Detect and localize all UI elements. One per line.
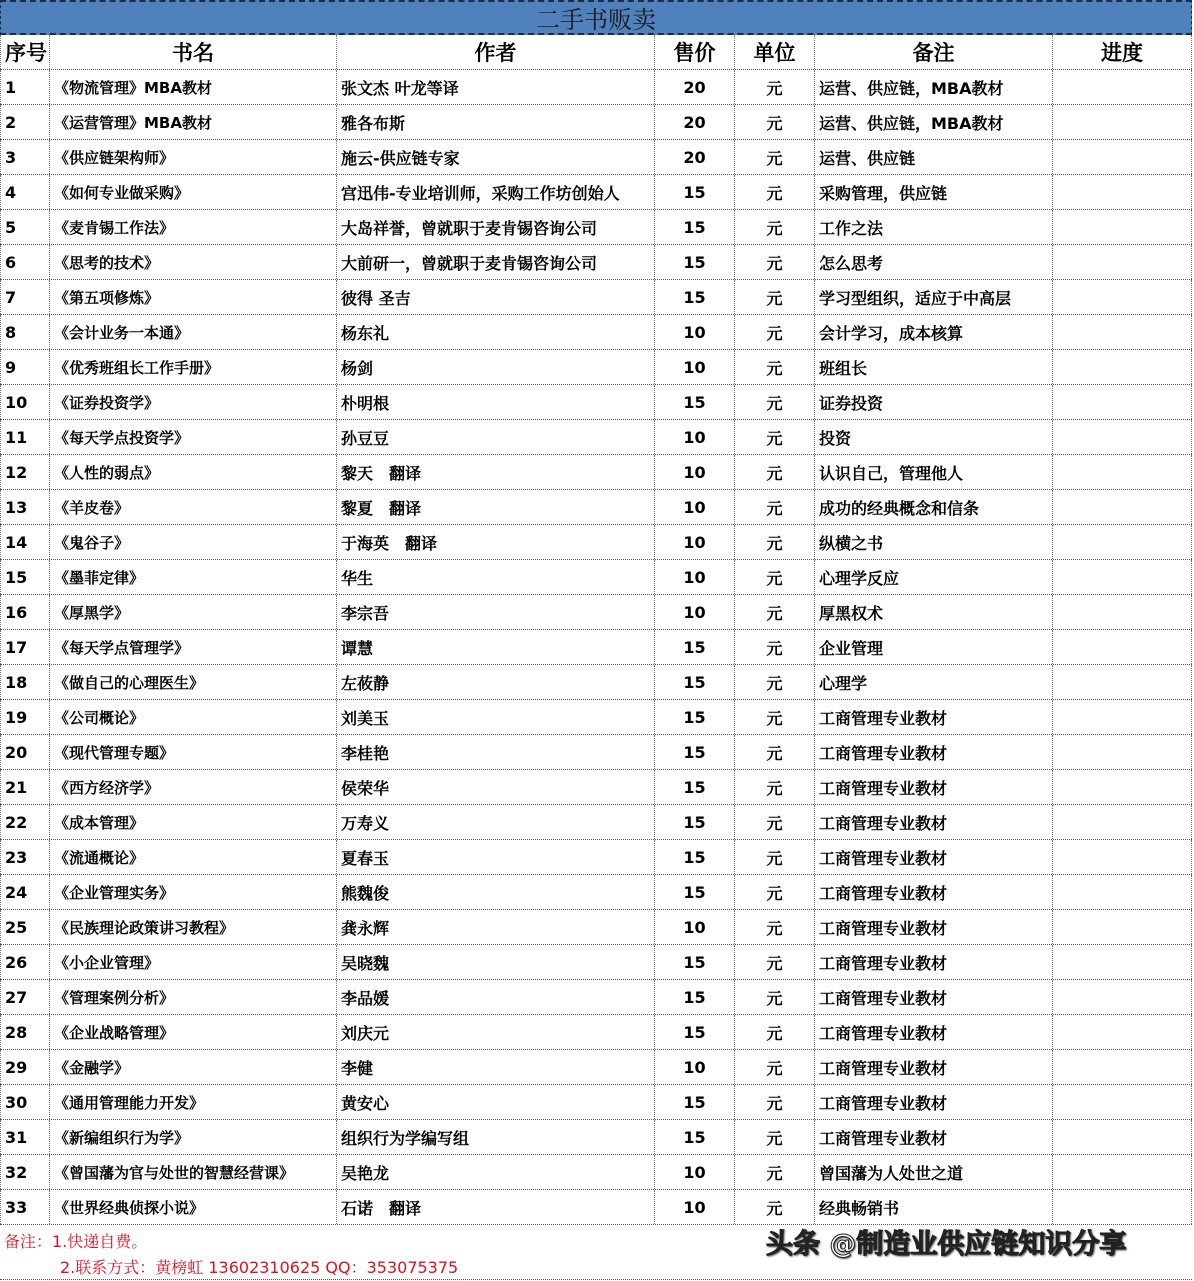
cell-price[interactable]: 15 [655,945,735,979]
cell-price[interactable]: 15 [655,280,735,314]
column-header-index[interactable]: 序号 [0,35,50,69]
cell-price[interactable]: 10 [655,525,735,559]
cell-index[interactable]: 1 [0,70,50,104]
cell-price[interactable]: 15 [655,245,735,279]
cell-author[interactable]: 李品媛 [337,980,655,1014]
cell-title[interactable]: 《证券投资学》 [50,385,337,419]
cell-index[interactable]: 32 [0,1155,50,1189]
table-row [0,945,1192,980]
cell-title[interactable]: 《人性的弱点》 [50,455,337,489]
cell-index[interactable]: 4 [0,175,50,209]
cell-title[interactable]: 《现代管理专题》 [50,735,337,769]
table-row [0,805,1192,840]
table-row [0,280,1192,315]
cell-progress[interactable] [1053,1015,1192,1049]
cell-progress[interactable] [1053,630,1192,664]
cell-progress[interactable] [1053,210,1192,244]
cell-title[interactable]: 《民族理论政策讲习教程》 [50,910,337,944]
cell-unit[interactable]: 元 [735,1190,815,1224]
table-row [0,1085,1192,1120]
cell-title[interactable]: 《会计业务一本通》 [50,315,337,349]
cell-progress[interactable] [1053,700,1192,734]
cell-price[interactable]: 15 [655,1085,735,1119]
cell-price[interactable]: 15 [655,1120,735,1154]
cell-remark[interactable]: 怎么思考 [815,245,1053,279]
watermark: 头条 @制造业供应链知识分享 [766,1229,1127,1260]
cell-author[interactable]: 朴明根 [337,385,655,419]
cell-index[interactable]: 27 [0,980,50,1014]
cell-title[interactable]: 《第五项修炼》 [50,280,337,314]
cell-price[interactable]: 10 [655,1050,735,1084]
table-row [0,420,1192,455]
table-row [0,105,1192,140]
table-row [0,560,1192,595]
cell-progress[interactable] [1053,980,1192,1014]
cell-index[interactable]: 19 [0,700,50,734]
cell-price[interactable]: 10 [655,315,735,349]
column-header-author[interactable]: 作者 [337,35,655,69]
cell-remark[interactable]: 工商管理专业教材 [815,840,1053,874]
cell-author[interactable]: 宫迅伟-专业培训师，采购工作坊创始人 [337,175,655,209]
cell-index[interactable]: 10 [0,385,50,419]
cell-progress[interactable] [1053,280,1192,314]
cell-index[interactable]: 22 [0,805,50,839]
cell-unit[interactable]: 元 [735,315,815,349]
cell-price[interactable]: 20 [655,70,735,104]
cell-author[interactable]: 施云-供应链专家 [337,140,655,174]
cell-title[interactable]: 《羊皮卷》 [50,490,337,524]
cell-author[interactable]: 黄安心 [337,1085,655,1119]
cell-title[interactable]: 《如何专业做采购》 [50,175,337,209]
table-body [0,70,1192,1225]
cell-index[interactable]: 8 [0,315,50,349]
table-row [0,315,1192,350]
table-row [0,1190,1192,1225]
cell-author[interactable]: 熊魏俊 [337,875,655,909]
table-row [0,385,1192,420]
cell-remark[interactable]: 曾国藩为人处世之道 [815,1155,1053,1189]
note-line-1[interactable]: 备注：1.快递自费。 [4,1232,148,1251]
cell-unit[interactable]: 元 [735,105,815,139]
cell-index[interactable]: 15 [0,560,50,594]
cell-index[interactable]: 14 [0,525,50,559]
cell-title[interactable]: 《小企业管理》 [50,945,337,979]
cell-author[interactable]: 杨东礼 [337,315,655,349]
cell-index[interactable]: 25 [0,910,50,944]
cell-unit[interactable]: 元 [735,945,815,979]
cell-index[interactable]: 28 [0,1015,50,1049]
cell-remark[interactable]: 运营、供应链，MBA教材 [815,105,1053,139]
cell-unit[interactable]: 元 [735,1050,815,1084]
cell-remark[interactable]: 班组长 [815,350,1053,384]
cell-unit[interactable]: 元 [735,595,815,629]
cell-index[interactable]: 16 [0,595,50,629]
cell-progress[interactable] [1053,560,1192,594]
cell-author[interactable]: 吴艳龙 [337,1155,655,1189]
cell-author[interactable]: 于海英 翻译 [337,525,655,559]
cell-unit[interactable]: 元 [735,735,815,769]
cell-remark[interactable]: 工商管理专业教材 [815,945,1053,979]
cell-progress[interactable] [1053,385,1192,419]
table-row [0,525,1192,560]
cell-author[interactable]: 华生 [337,560,655,594]
cell-remark[interactable]: 工商管理专业教材 [815,1085,1053,1119]
cell-author[interactable]: 彼得 圣吉 [337,280,655,314]
table-row [0,665,1192,700]
table-row [0,630,1192,665]
table-row [0,490,1192,525]
cell-unit[interactable]: 元 [735,280,815,314]
cell-author[interactable]: 组织行为学编写组 [337,1120,655,1154]
cell-index[interactable]: 13 [0,490,50,524]
column-header-title[interactable]: 书名 [50,35,337,69]
cell-price[interactable]: 10 [655,420,735,454]
table-row [0,1015,1192,1050]
cell-author[interactable]: 万寿义 [337,805,655,839]
column-header-unit[interactable]: 单位 [735,35,815,69]
cell-progress[interactable] [1053,1120,1192,1154]
table-row [0,1120,1192,1155]
cell-price[interactable]: 10 [655,1155,735,1189]
cell-unit[interactable]: 元 [735,385,815,419]
cell-author[interactable]: 吴晓魏 [337,945,655,979]
cell-price[interactable]: 15 [655,385,735,419]
cell-unit[interactable]: 元 [735,70,815,104]
cell-price[interactable]: 15 [655,1015,735,1049]
cell-index[interactable]: 7 [0,280,50,314]
table-row [0,70,1192,105]
cell-author[interactable]: 左莜静 [337,665,655,699]
cell-progress[interactable] [1053,490,1192,524]
cell-progress[interactable] [1053,770,1192,804]
cell-price[interactable]: 20 [655,105,735,139]
cell-index[interactable]: 26 [0,945,50,979]
cell-unit[interactable]: 元 [735,525,815,559]
cell-price[interactable]: 15 [655,770,735,804]
cell-price[interactable]: 10 [655,595,735,629]
cell-remark[interactable]: 投资 [815,420,1053,454]
cell-price[interactable]: 15 [655,210,735,244]
cell-author[interactable]: 刘美玉 [337,700,655,734]
cell-price[interactable]: 15 [655,735,735,769]
cell-progress[interactable] [1053,1155,1192,1189]
cell-progress[interactable] [1053,805,1192,839]
table-row [0,350,1192,385]
cell-price[interactable]: 15 [655,875,735,909]
cell-title[interactable]: 《曾国藩为官与处世的智慧经营课》 [50,1155,337,1189]
cell-price[interactable]: 15 [655,805,735,839]
cell-index[interactable]: 3 [0,140,50,174]
cell-unit[interactable]: 元 [735,910,815,944]
table-row [0,1050,1192,1085]
cell-unit[interactable]: 元 [735,140,815,174]
table-row [0,735,1192,770]
table-row [0,175,1192,210]
header-row [0,35,1192,70]
cell-progress[interactable] [1053,595,1192,629]
table-row [0,980,1192,1015]
cell-title[interactable]: 《墨菲定律》 [50,560,337,594]
cell-price[interactable]: 20 [655,140,735,174]
cell-title[interactable]: 《做自己的心理医生》 [50,665,337,699]
table-row [0,455,1192,490]
cell-unit[interactable]: 元 [735,245,815,279]
cell-title[interactable]: 《金融学》 [50,1050,337,1084]
cell-author[interactable]: 雅各布斯 [337,105,655,139]
column-header-remark[interactable]: 备注 [815,35,1053,69]
cell-progress[interactable] [1053,875,1192,909]
cell-unit[interactable]: 元 [735,665,815,699]
cell-price[interactable]: 15 [655,980,735,1014]
cell-remark[interactable]: 工作之法 [815,210,1053,244]
cell-remark[interactable]: 学习型组织，适应于中高层 [815,280,1053,314]
cell-price[interactable]: 10 [655,560,735,594]
cell-progress[interactable] [1053,840,1192,874]
cell-remark[interactable]: 证券投资 [815,385,1053,419]
cell-progress[interactable] [1053,350,1192,384]
cell-title[interactable]: 《成本管理》 [50,805,337,839]
cell-remark[interactable]: 工商管理专业教材 [815,1015,1053,1049]
cell-index[interactable]: 31 [0,1120,50,1154]
cell-price[interactable]: 10 [655,455,735,489]
table-row [0,245,1192,280]
cell-progress[interactable] [1053,945,1192,979]
cell-author[interactable]: 孙豆豆 [337,420,655,454]
cell-unit[interactable]: 元 [735,770,815,804]
cell-progress[interactable] [1053,455,1192,489]
cell-unit[interactable]: 元 [735,560,815,594]
cell-title[interactable]: 《通用管理能力开发》 [50,1085,337,1119]
cell-index[interactable]: 20 [0,735,50,769]
cell-title[interactable]: 《优秀班组长工作手册》 [50,350,337,384]
cell-author[interactable]: 黎夏 翻译 [337,490,655,524]
cell-index[interactable]: 2 [0,105,50,139]
cell-title[interactable]: 《供应链架构师》 [50,140,337,174]
cell-title[interactable]: 《企业战略管理》 [50,1015,337,1049]
cell-unit[interactable]: 元 [735,630,815,664]
cell-index[interactable]: 23 [0,840,50,874]
cell-title[interactable]: 《每天学点管理学》 [50,630,337,664]
cell-remark[interactable]: 工商管理专业教材 [815,805,1053,839]
cell-progress[interactable] [1053,1050,1192,1084]
cell-unit[interactable]: 元 [735,1120,815,1154]
cell-title[interactable]: 《厚黑学》 [50,595,337,629]
cell-author[interactable]: 大岛祥誉，曾就职于麦肯锡咨询公司 [337,210,655,244]
cell-remark[interactable]: 心理学反应 [815,560,1053,594]
cell-index[interactable]: 29 [0,1050,50,1084]
cell-author[interactable]: 侯荣华 [337,770,655,804]
cell-unit[interactable]: 元 [735,350,815,384]
cell-index[interactable]: 12 [0,455,50,489]
cell-title[interactable]: 《麦肯锡工作法》 [50,210,337,244]
cell-progress[interactable] [1053,735,1192,769]
cell-index[interactable]: 9 [0,350,50,384]
cell-remark[interactable]: 工商管理专业教材 [815,980,1053,1014]
cell-title[interactable]: 《世界经典侦探小说》 [50,1190,337,1224]
cell-remark[interactable]: 工商管理专业教材 [815,1050,1053,1084]
cell-title[interactable]: 《鬼谷子》 [50,525,337,559]
cell-title[interactable]: 《运营管理》MBA教材 [50,105,337,139]
cell-author[interactable]: 张文杰 叶龙等译 [337,70,655,104]
cell-title[interactable]: 《物流管理》MBA教材 [50,70,337,104]
cell-remark[interactable]: 厚黑权术 [815,595,1053,629]
cell-unit[interactable]: 元 [735,455,815,489]
cell-remark[interactable]: 企业管理 [815,630,1053,664]
cell-author[interactable]: 李健 [337,1050,655,1084]
table-row [0,770,1192,805]
table-row [0,140,1192,175]
cell-unit[interactable]: 元 [735,175,815,209]
cell-price[interactable]: 15 [655,840,735,874]
cell-remark[interactable]: 工商管理专业教材 [815,1120,1053,1154]
cell-progress[interactable] [1053,665,1192,699]
cell-price[interactable]: 10 [655,910,735,944]
cell-remark[interactable]: 认识自己，管理他人 [815,455,1053,489]
table-row [0,910,1192,945]
cell-price[interactable]: 15 [655,630,735,664]
cell-author[interactable]: 黎天 翻译 [337,455,655,489]
cell-remark[interactable]: 工商管理专业教材 [815,700,1053,734]
cell-unit[interactable]: 元 [735,875,815,909]
cell-progress[interactable] [1053,105,1192,139]
cell-progress[interactable] [1053,420,1192,454]
cell-remark[interactable]: 工商管理专业教材 [815,910,1053,944]
cell-progress[interactable] [1053,140,1192,174]
cell-price[interactable]: 15 [655,665,735,699]
cell-remark[interactable]: 经典畅销书 [815,1190,1053,1224]
cell-unit[interactable]: 元 [735,490,815,524]
cell-title[interactable]: 《思考的技术》 [50,245,337,279]
cell-progress[interactable] [1053,175,1192,209]
cell-title[interactable]: 《企业管理实务》 [50,875,337,909]
table-row [0,875,1192,910]
cell-index[interactable]: 6 [0,245,50,279]
cell-index[interactable]: 11 [0,420,50,454]
cell-remark[interactable]: 心理学 [815,665,1053,699]
cell-title[interactable]: 《新编组织行为学》 [50,1120,337,1154]
table-row [0,1155,1192,1190]
cell-remark[interactable]: 成功的经典概念和信条 [815,490,1053,524]
cell-index[interactable]: 30 [0,1085,50,1119]
cell-title[interactable]: 《西方经济学》 [50,770,337,804]
cell-author[interactable]: 杨剑 [337,350,655,384]
cell-unit[interactable]: 元 [735,1155,815,1189]
table-row [0,210,1192,245]
cell-remark[interactable]: 运营、供应链 [815,140,1053,174]
cell-index[interactable]: 17 [0,630,50,664]
sheet-title[interactable]: 二手书贩卖 [0,0,1192,35]
cell-index[interactable]: 33 [0,1190,50,1224]
table-row [0,595,1192,630]
cell-unit[interactable]: 元 [735,1015,815,1049]
cell-author[interactable]: 李宗吾 [337,595,655,629]
cell-progress[interactable] [1053,1085,1192,1119]
cell-remark[interactable]: 工商管理专业教材 [815,735,1053,769]
column-header-progress[interactable]: 进度 [1053,35,1192,69]
cell-author[interactable]: 谭慧 [337,630,655,664]
cell-index[interactable]: 18 [0,665,50,699]
cell-index[interactable]: 24 [0,875,50,909]
cell-price[interactable]: 10 [655,1190,735,1224]
cell-unit[interactable]: 元 [735,420,815,454]
cell-progress[interactable] [1053,1190,1192,1224]
cell-index[interactable]: 5 [0,210,50,244]
cell-remark[interactable]: 工商管理专业教材 [815,875,1053,909]
cell-progress[interactable] [1053,910,1192,944]
cell-author[interactable]: 李桂艳 [337,735,655,769]
column-header-price[interactable]: 售价 [655,35,735,69]
cell-remark[interactable]: 运营、供应链，MBA教材 [815,70,1053,104]
cell-remark[interactable]: 采购管理，供应链 [815,175,1053,209]
cell-progress[interactable] [1053,70,1192,104]
table-row [0,840,1192,875]
cell-author[interactable]: 大前研一，曾就职于麦肯锡咨询公司 [337,245,655,279]
cell-title[interactable]: 《每天学点投资学》 [50,420,337,454]
cell-title[interactable]: 《公司概论》 [50,700,337,734]
cell-unit[interactable]: 元 [735,805,815,839]
cell-price[interactable]: 10 [655,350,735,384]
cell-unit[interactable]: 元 [735,210,815,244]
cell-author[interactable]: 石诺 翻译 [337,1190,655,1224]
cell-title[interactable]: 《流通概论》 [50,840,337,874]
table-row [0,700,1192,735]
cell-author[interactable]: 夏春玉 [337,840,655,874]
cell-remark[interactable]: 会计学习，成本核算 [815,315,1053,349]
cell-unit[interactable]: 元 [735,1085,815,1119]
cell-unit[interactable]: 元 [735,840,815,874]
cell-progress[interactable] [1053,525,1192,559]
cell-author[interactable]: 刘庆元 [337,1015,655,1049]
cell-index[interactable]: 21 [0,770,50,804]
cell-unit[interactable]: 元 [735,980,815,1014]
cell-title[interactable]: 《管理案例分析》 [50,980,337,1014]
cell-progress[interactable] [1053,245,1192,279]
cell-price[interactable]: 15 [655,175,735,209]
cell-price[interactable]: 10 [655,490,735,524]
note-line-2[interactable]: 2.联系方式：黄榜虹 13602310625 QQ：353075375 [60,1258,459,1277]
cell-remark[interactable]: 工商管理专业教材 [815,770,1053,804]
cell-author[interactable]: 龚永辉 [337,910,655,944]
cell-price[interactable]: 15 [655,700,735,734]
cell-remark[interactable]: 纵横之书 [815,525,1053,559]
cell-progress[interactable] [1053,315,1192,349]
cell-unit[interactable]: 元 [735,700,815,734]
